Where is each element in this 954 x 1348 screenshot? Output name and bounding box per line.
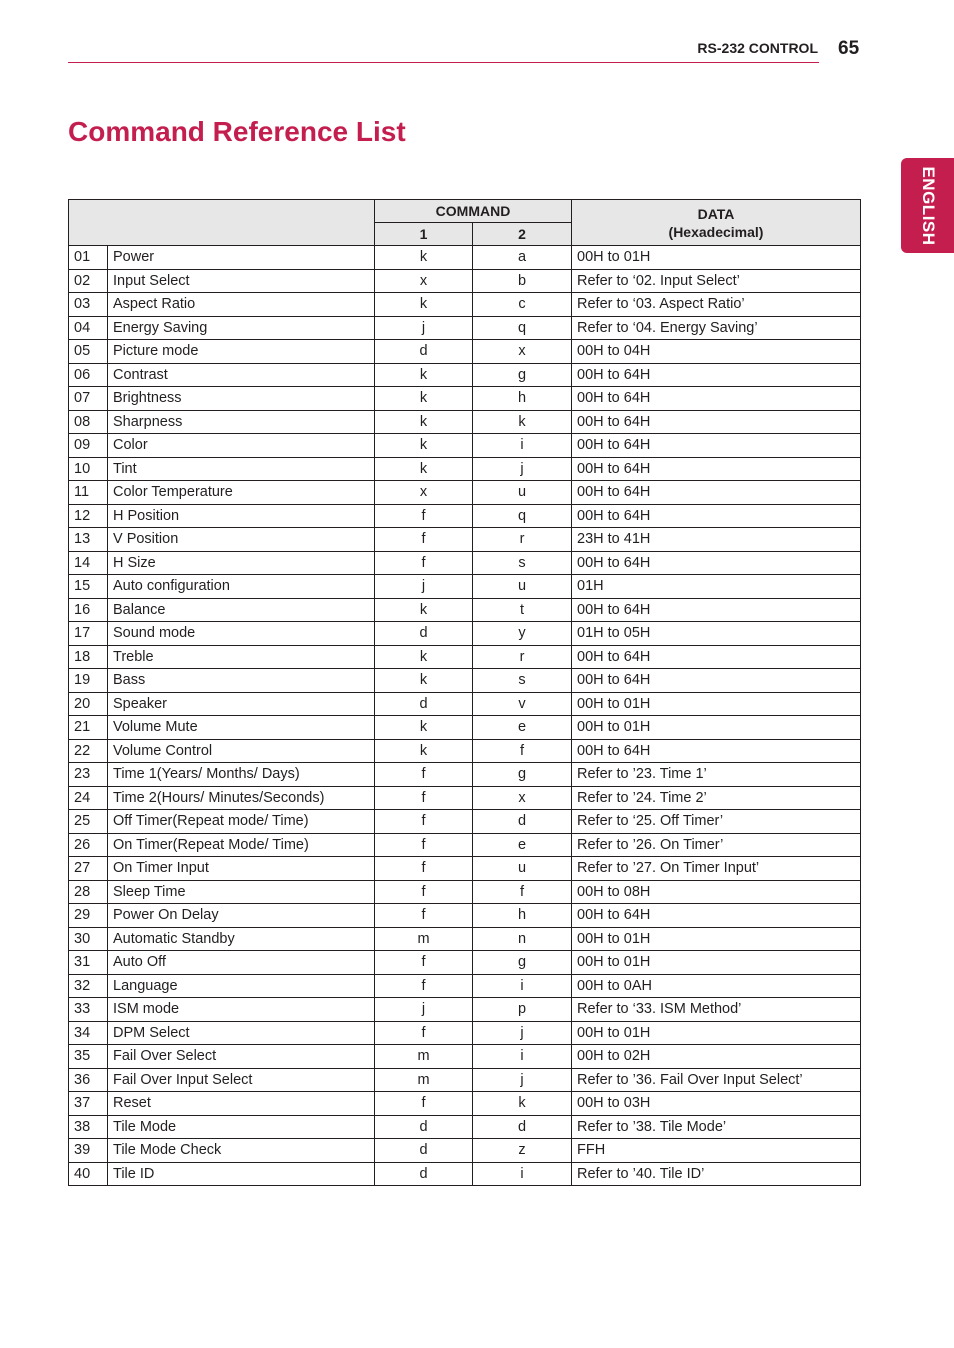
command-name: Volume Mute [108,716,375,740]
command-char-2: u [473,575,572,599]
table-row [69,269,861,293]
table-row [69,457,861,481]
row-number: 10 [69,457,108,481]
row-number: 28 [69,880,108,904]
command-char-1: d [375,1162,473,1186]
table-row [69,645,861,669]
command-name: Time 2(Hours/ Minutes/Seconds) [108,786,375,810]
command-char-2: r [473,645,572,669]
table-row [69,716,861,740]
data-range: 23H to 41H [572,528,861,552]
data-range: 00H to 64H [572,481,861,505]
command-char-1: k [375,246,473,270]
command-char-1: f [375,504,473,528]
table-row [69,528,861,552]
command-name: Power [108,246,375,270]
table-row [69,293,861,317]
command-name: ISM mode [108,998,375,1022]
row-number: 17 [69,622,108,646]
command-name: On Timer(Repeat Mode/ Time) [108,833,375,857]
command-name: Volume Control [108,739,375,763]
command-char-1: d [375,622,473,646]
row-number: 01 [69,246,108,270]
row-number: 39 [69,1139,108,1163]
data-range: 00H to 02H [572,1045,861,1069]
table-row [69,927,861,951]
command-char-2: n [473,927,572,951]
command-char-2: c [473,293,572,317]
table-row [69,810,861,834]
command-char-1: f [375,880,473,904]
command-name: H Size [108,551,375,575]
command-name: Color Temperature [108,481,375,505]
data-range: 00H to 03H [572,1092,861,1116]
row-number: 03 [69,293,108,317]
command-name: Treble [108,645,375,669]
row-number: 24 [69,786,108,810]
data-range: 00H to 64H [572,363,861,387]
command-name: Tile Mode Check [108,1139,375,1163]
command-name: Aspect Ratio [108,293,375,317]
command-char-1: d [375,1139,473,1163]
row-number: 32 [69,974,108,998]
row-number: 34 [69,1021,108,1045]
command-name: Time 1(Years/ Months/ Days) [108,763,375,787]
data-range: 00H to 64H [572,387,861,411]
command-table [68,199,861,1186]
table-row [69,575,861,599]
command-char-2: u [473,481,572,505]
data-range: 00H to 64H [572,457,861,481]
language-tab [901,158,954,253]
command-char-1: f [375,857,473,881]
row-number: 25 [69,810,108,834]
table-row [69,340,861,364]
data-range: Refer to ’24. Time 2’ [572,786,861,810]
table-row [69,1092,861,1116]
table-row [69,387,861,411]
data-range: 00H to 01H [572,927,861,951]
command-name: Speaker [108,692,375,716]
command-name: Bass [108,669,375,693]
command-name: DPM Select [108,1021,375,1045]
row-number: 09 [69,434,108,458]
command-name: V Position [108,528,375,552]
page-number: 65 [838,38,860,59]
table-row [69,598,861,622]
command-char-2: i [473,974,572,998]
row-number: 12 [69,504,108,528]
table-row [69,1021,861,1045]
row-number: 31 [69,951,108,975]
page-title: Command Reference List [68,116,406,147]
command-char-2: e [473,833,572,857]
command-name: Off Timer(Repeat mode/ Time) [108,810,375,834]
data-range: 00H to 64H [572,739,861,763]
command-name: Fail Over Input Select [108,1068,375,1092]
command-name: Sound mode [108,622,375,646]
command-char-2: i [473,434,572,458]
data-range: 00H to 64H [572,434,861,458]
table-row [69,786,861,810]
command-char-2: g [473,363,572,387]
data-range: 00H to 64H [572,410,861,434]
command-char-1: f [375,974,473,998]
data-range: 00H to 01H [572,716,861,740]
table-row [69,739,861,763]
command-name: Auto configuration [108,575,375,599]
command-char-1: f [375,1092,473,1116]
table-row [69,833,861,857]
command-name: Sleep Time [108,880,375,904]
command-name: Balance [108,598,375,622]
data-range: 00H to 64H [572,598,861,622]
table-row [69,692,861,716]
command-char-2: s [473,551,572,575]
table-row [69,974,861,998]
command-char-1: d [375,692,473,716]
table-row [69,1115,861,1139]
running-header: RS-232 CONTROL [697,40,818,56]
table-row [69,246,861,270]
row-number: 02 [69,269,108,293]
command-char-2: q [473,316,572,340]
command-name: Power On Delay [108,904,375,928]
command-char-2: i [473,1162,572,1186]
command-char-2: e [473,716,572,740]
command-char-1: k [375,669,473,693]
data-range: 00H to 64H [572,904,861,928]
command-char-2: f [473,880,572,904]
data-range: Refer to ’40. Tile ID’ [572,1162,861,1186]
header-command-1: 1 [375,223,473,246]
command-char-2: j [473,1021,572,1045]
table-row [69,1045,861,1069]
row-number: 19 [69,669,108,693]
command-char-2: k [473,410,572,434]
command-name: Brightness [108,387,375,411]
command-char-1: f [375,1021,473,1045]
row-number: 21 [69,716,108,740]
header-blank-cell [69,200,375,246]
row-number: 18 [69,645,108,669]
data-range: 00H to 08H [572,880,861,904]
command-char-1: d [375,340,473,364]
command-char-1: k [375,716,473,740]
command-char-2: b [473,269,572,293]
data-range: Refer to ’26. On Timer’ [572,833,861,857]
command-char-2: f [473,739,572,763]
data-range: 01H to 05H [572,622,861,646]
data-range: 00H to 64H [572,551,861,575]
table-row [69,434,861,458]
header-command: COMMAND [375,200,572,223]
command-name: Energy Saving [108,316,375,340]
table-row [69,998,861,1022]
row-number: 29 [69,904,108,928]
row-number: 30 [69,927,108,951]
command-name: Language [108,974,375,998]
command-char-2: x [473,786,572,810]
command-name: Tile Mode [108,1115,375,1139]
command-char-1: k [375,598,473,622]
table-row [69,622,861,646]
command-char-1: d [375,1115,473,1139]
table-row [69,316,861,340]
command-char-2: p [473,998,572,1022]
data-range: Refer to ’38. Tile Mode’ [572,1115,861,1139]
data-range: FFH [572,1139,861,1163]
row-number: 13 [69,528,108,552]
row-number: 11 [69,481,108,505]
command-char-2: r [473,528,572,552]
command-name: Contrast [108,363,375,387]
command-char-1: f [375,528,473,552]
data-range: 00H to 01H [572,246,861,270]
command-char-2: j [473,1068,572,1092]
table-row [69,504,861,528]
command-char-2: i [473,1045,572,1069]
command-char-1: k [375,410,473,434]
data-range: Refer to ‘25. Off Timer’ [572,810,861,834]
command-name: Fail Over Select [108,1045,375,1069]
table-row [69,551,861,575]
command-char-1: x [375,481,473,505]
data-range: 00H to 01H [572,692,861,716]
table-row [69,363,861,387]
language-tab-label: ENGLISH [918,165,938,246]
command-char-2: x [473,340,572,364]
command-char-2: g [473,951,572,975]
command-char-1: k [375,293,473,317]
data-range: Refer to ’27. On Timer Input’ [572,857,861,881]
command-char-2: v [473,692,572,716]
command-char-2: z [473,1139,572,1163]
command-char-2: h [473,904,572,928]
table-row [69,669,861,693]
command-name: Reset [108,1092,375,1116]
row-number: 22 [69,739,108,763]
command-char-1: f [375,763,473,787]
table-row [69,1139,861,1163]
command-char-2: h [473,387,572,411]
table-row [69,951,861,975]
row-number: 37 [69,1092,108,1116]
table-row [69,857,861,881]
data-range: Refer to ‘04. Energy Saving’ [572,316,861,340]
command-char-1: j [375,316,473,340]
data-range: 00H to 64H [572,645,861,669]
command-char-1: k [375,457,473,481]
table-row [69,880,861,904]
row-number: 40 [69,1162,108,1186]
command-char-1: f [375,951,473,975]
table-row [69,410,861,434]
command-char-2: u [473,857,572,881]
command-name: Tile ID [108,1162,375,1186]
row-number: 38 [69,1115,108,1139]
command-name: Automatic Standby [108,927,375,951]
data-range: 00H to 0AH [572,974,861,998]
data-range: Refer to ’36. Fail Over Input Select’ [572,1068,861,1092]
command-char-1: m [375,927,473,951]
command-char-2: y [473,622,572,646]
data-range: Refer to ’23. Time 1’ [572,763,861,787]
command-name: H Position [108,504,375,528]
row-number: 07 [69,387,108,411]
row-number: 04 [69,316,108,340]
data-range: Refer to ‘33. ISM Method’ [572,998,861,1022]
table-row [69,481,861,505]
command-char-1: x [375,269,473,293]
table-header [69,200,861,246]
row-number: 08 [69,410,108,434]
command-char-2: t [473,598,572,622]
command-name: Color [108,434,375,458]
data-range: 01H [572,575,861,599]
command-char-1: f [375,810,473,834]
command-char-2: q [473,504,572,528]
command-char-2: j [473,457,572,481]
command-char-2: g [473,763,572,787]
table-row [69,1068,861,1092]
header-command-2: 2 [473,223,572,246]
command-char-2: d [473,1115,572,1139]
command-name: On Timer Input [108,857,375,881]
header-data: DATA (Hexadecimal) [572,200,861,246]
table-row [69,763,861,787]
data-range: 00H to 04H [572,340,861,364]
data-range: Refer to ‘03. Aspect Ratio’ [572,293,861,317]
command-char-2: a [473,246,572,270]
command-name: Input Select [108,269,375,293]
row-number: 06 [69,363,108,387]
header-rule [68,62,819,63]
data-range: 00H to 64H [572,669,861,693]
row-number: 20 [69,692,108,716]
table-row [69,904,861,928]
row-number: 35 [69,1045,108,1069]
data-range: 00H to 64H [572,504,861,528]
data-range: Refer to ‘02. Input Select’ [572,269,861,293]
command-char-1: k [375,363,473,387]
command-char-1: f [375,833,473,857]
command-name: Sharpness [108,410,375,434]
command-char-1: m [375,1045,473,1069]
command-name: Auto Off [108,951,375,975]
command-name: Picture mode [108,340,375,364]
row-number: 27 [69,857,108,881]
command-char-1: j [375,575,473,599]
command-char-1: f [375,786,473,810]
command-char-1: k [375,434,473,458]
command-char-1: m [375,1068,473,1092]
command-char-2: k [473,1092,572,1116]
command-char-1: k [375,387,473,411]
row-number: 14 [69,551,108,575]
command-char-1: k [375,739,473,763]
row-number: 36 [69,1068,108,1092]
command-char-1: k [375,645,473,669]
table-row [69,1162,861,1186]
data-range: 00H to 01H [572,951,861,975]
row-number: 05 [69,340,108,364]
row-number: 26 [69,833,108,857]
row-number: 23 [69,763,108,787]
command-char-1: f [375,551,473,575]
command-char-2: d [473,810,572,834]
command-char-1: f [375,904,473,928]
command-name: Tint [108,457,375,481]
table-body [69,246,861,1186]
row-number: 33 [69,998,108,1022]
row-number: 16 [69,598,108,622]
row-number: 15 [69,575,108,599]
data-range: 00H to 01H [572,1021,861,1045]
command-char-2: s [473,669,572,693]
command-char-1: j [375,998,473,1022]
